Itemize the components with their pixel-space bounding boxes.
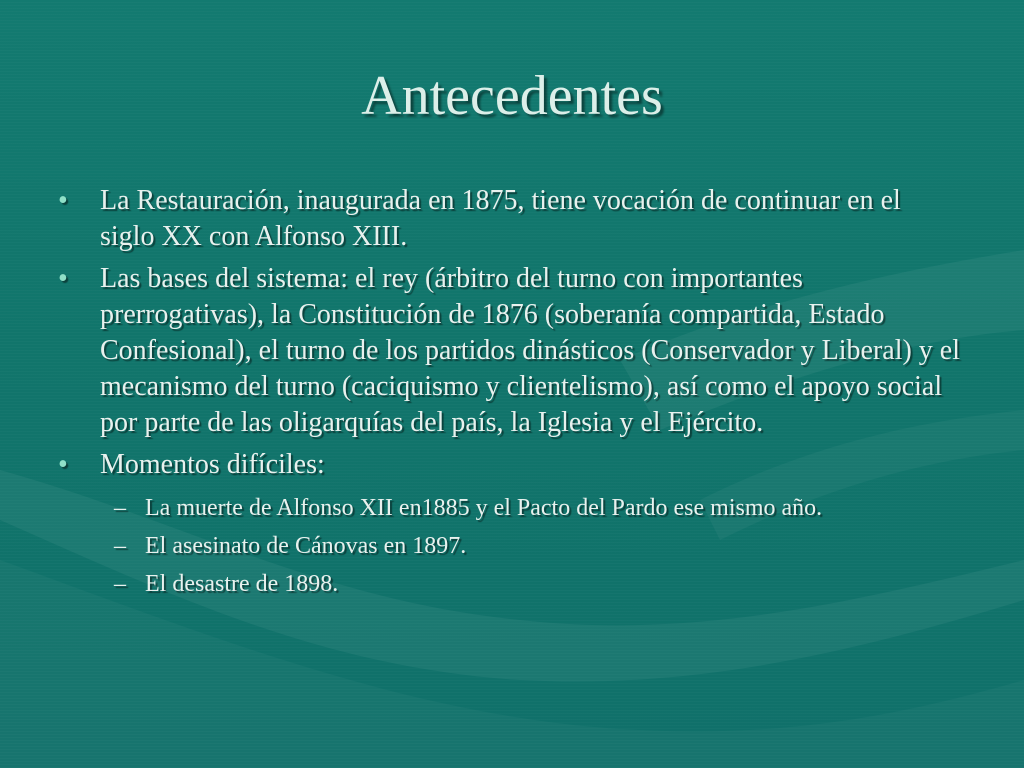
bullet-list — [56, 183, 961, 603]
bullet-marker: • — [58, 449, 68, 480]
bullet-item-3 — [56, 447, 961, 483]
sub-bullet-marker: – — [114, 495, 126, 521]
bullet-text: Momentos difíciles: — [100, 449, 325, 480]
bullet-item-2 — [56, 261, 961, 441]
sub-bullet-text: El desastre de 1898. — [145, 571, 339, 597]
bullet-marker: • — [58, 185, 68, 216]
sub-bullet-text: El asesinato de Cánovas en 1897. — [145, 533, 467, 559]
sub-bullet-marker: – — [114, 533, 126, 559]
sub-bullet-text: La muerte de Alfonso XII en1885 y el Pacto del Pardo ese mismo año. — [145, 495, 823, 521]
bullet-text: Las bases del sistema: el rey (árbitro del turno con importantes prerrogativas), la Constitución de 1876 (soberanía compartida, Estado Confesional), el turno de los partidos dinásticos (Conservador y Liberal) y el mecanismo del turno (caciquismo y clientelismo), así como el apoyo social por parte de las oligarquías del país, la Iglesia y el Ejército. — [100, 263, 961, 438]
sub-bullet-item-1 — [56, 489, 961, 527]
sub-bullet-item-2 — [56, 527, 961, 565]
bullet-marker: • — [58, 263, 68, 294]
bullet-item-1 — [56, 183, 961, 255]
bullet-text: La Restauración, inaugurada en 1875, tiene vocación de continuar en el siglo XX con Alfonso XIII. — [100, 185, 901, 252]
sub-bullet-item-3 — [56, 565, 961, 603]
slide-title: Antecedentes — [361, 65, 663, 127]
sub-bullet-marker: – — [114, 571, 126, 597]
